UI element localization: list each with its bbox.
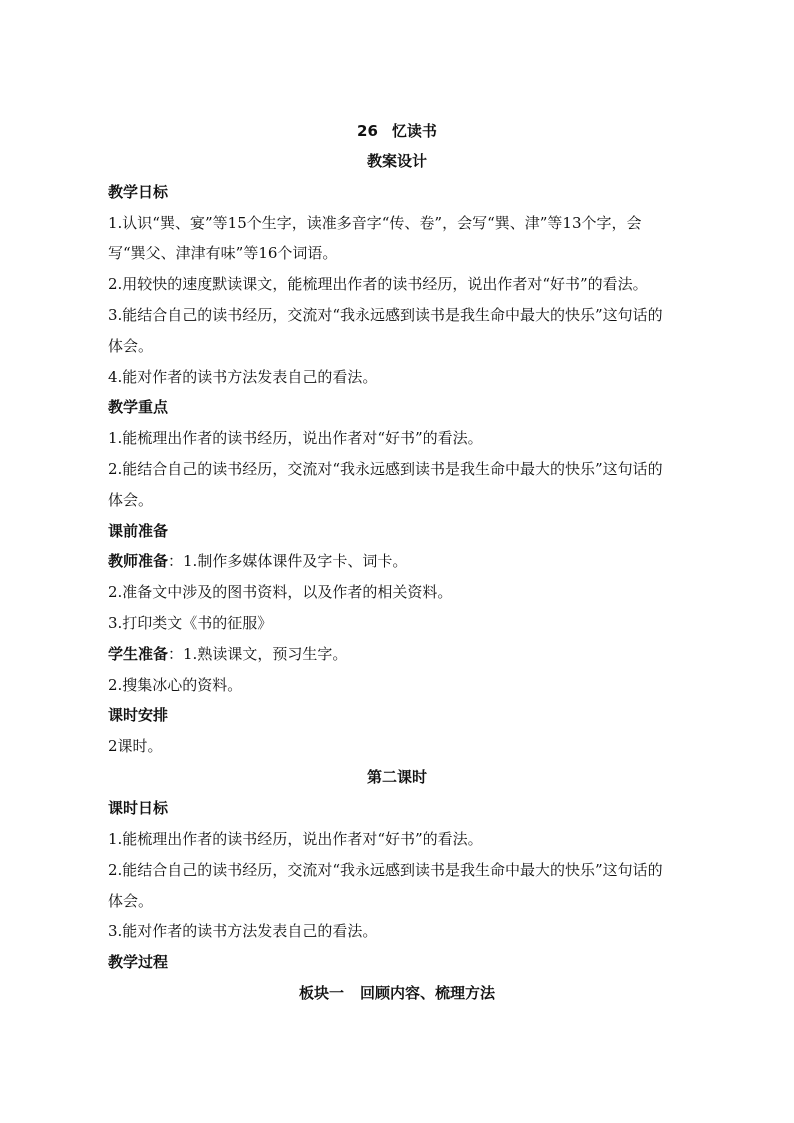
goal-line-1: 1.认识“巽、宴”等15个生字，读准多音字“传、卷”，会写“巽、津”等13个字，会 bbox=[108, 214, 642, 232]
lesson-goal-line-3: 体会。 bbox=[108, 892, 154, 910]
goal-line-4: 3.能结合自己的读书经历，交流对“我永远感到读书是我生命中最大的快乐”这句话的 bbox=[108, 306, 663, 324]
block-heading bbox=[0, 983, 794, 1003]
prep-heading: 课前准备 bbox=[108, 522, 169, 540]
goal-line-3: 2.用较快的速度默读课文，能梳理出作者的读书经历，说出作者对“好书”的看法。 bbox=[108, 275, 648, 293]
student-prep-line bbox=[108, 644, 720, 664]
document-subtitle: 教案设计 bbox=[366, 152, 427, 170]
lesson-title-text: 忆读书 bbox=[391, 122, 437, 140]
teacher-prep-line-2: 2.准备文中涉及的图书资料，以及作者的相关资料。 bbox=[108, 583, 453, 601]
lesson-goal-line-4: 3.能对作者的读书方法发表自己的看法。 bbox=[108, 922, 378, 940]
student-prep-first: ：1.熟读课文，预习生字。 bbox=[168, 645, 348, 663]
schedule-heading: 课时安排 bbox=[108, 706, 169, 724]
key-line-3: 体会。 bbox=[108, 491, 154, 509]
block-label: 板块一 bbox=[298, 984, 344, 1002]
teacher-prep-line-3: 3.打印类文《书的征服》 bbox=[108, 614, 273, 632]
lesson-goals-heading: 课时日标 bbox=[108, 799, 169, 817]
goals-heading: 教学日标 bbox=[108, 183, 169, 201]
lesson-title bbox=[0, 121, 794, 141]
goal-line-2: 写“巽父、津津有味”等16个词语。 bbox=[108, 244, 338, 262]
teacher-prep-line bbox=[108, 551, 720, 571]
lesson-goal-line-1: 1.能梳理出作者的读书经历，说出作者对“好书”的看法。 bbox=[108, 830, 483, 848]
key-line-1: 1.能梳理出作者的读书经历，说出作者对“好书”的看法。 bbox=[108, 429, 483, 447]
key-heading: 教学重点 bbox=[108, 398, 169, 416]
goal-line-6: 4.能对作者的读书方法发表自己的看法。 bbox=[108, 368, 378, 386]
teacher-prep-first: ：1.制作多媒体课件及字卡、词卡。 bbox=[168, 552, 408, 570]
block-title: 回顾内容、梳理方法 bbox=[360, 984, 496, 1002]
process-heading: 教学过程 bbox=[108, 953, 169, 971]
lesson-number: 26 bbox=[357, 122, 378, 140]
lesson-heading: 第二课时 bbox=[366, 768, 427, 786]
student-prep-line-2: 2.搜集冰心的资料。 bbox=[108, 676, 243, 694]
teacher-prep-label: 教师准备 bbox=[108, 552, 169, 570]
schedule-text: 2课时。 bbox=[108, 737, 163, 755]
lesson-goal-line-2: 2.能结合自己的读书经历，交流对“我永远感到读书是我生命中最大的快乐”这句话的 bbox=[108, 861, 663, 879]
goal-line-5: 体会。 bbox=[108, 337, 154, 355]
student-prep-label: 学生准备 bbox=[108, 645, 169, 663]
key-line-2: 2.能结合自己的读书经历，交流对“我永远感到读书是我生命中最大的快乐”这句话的 bbox=[108, 460, 663, 478]
